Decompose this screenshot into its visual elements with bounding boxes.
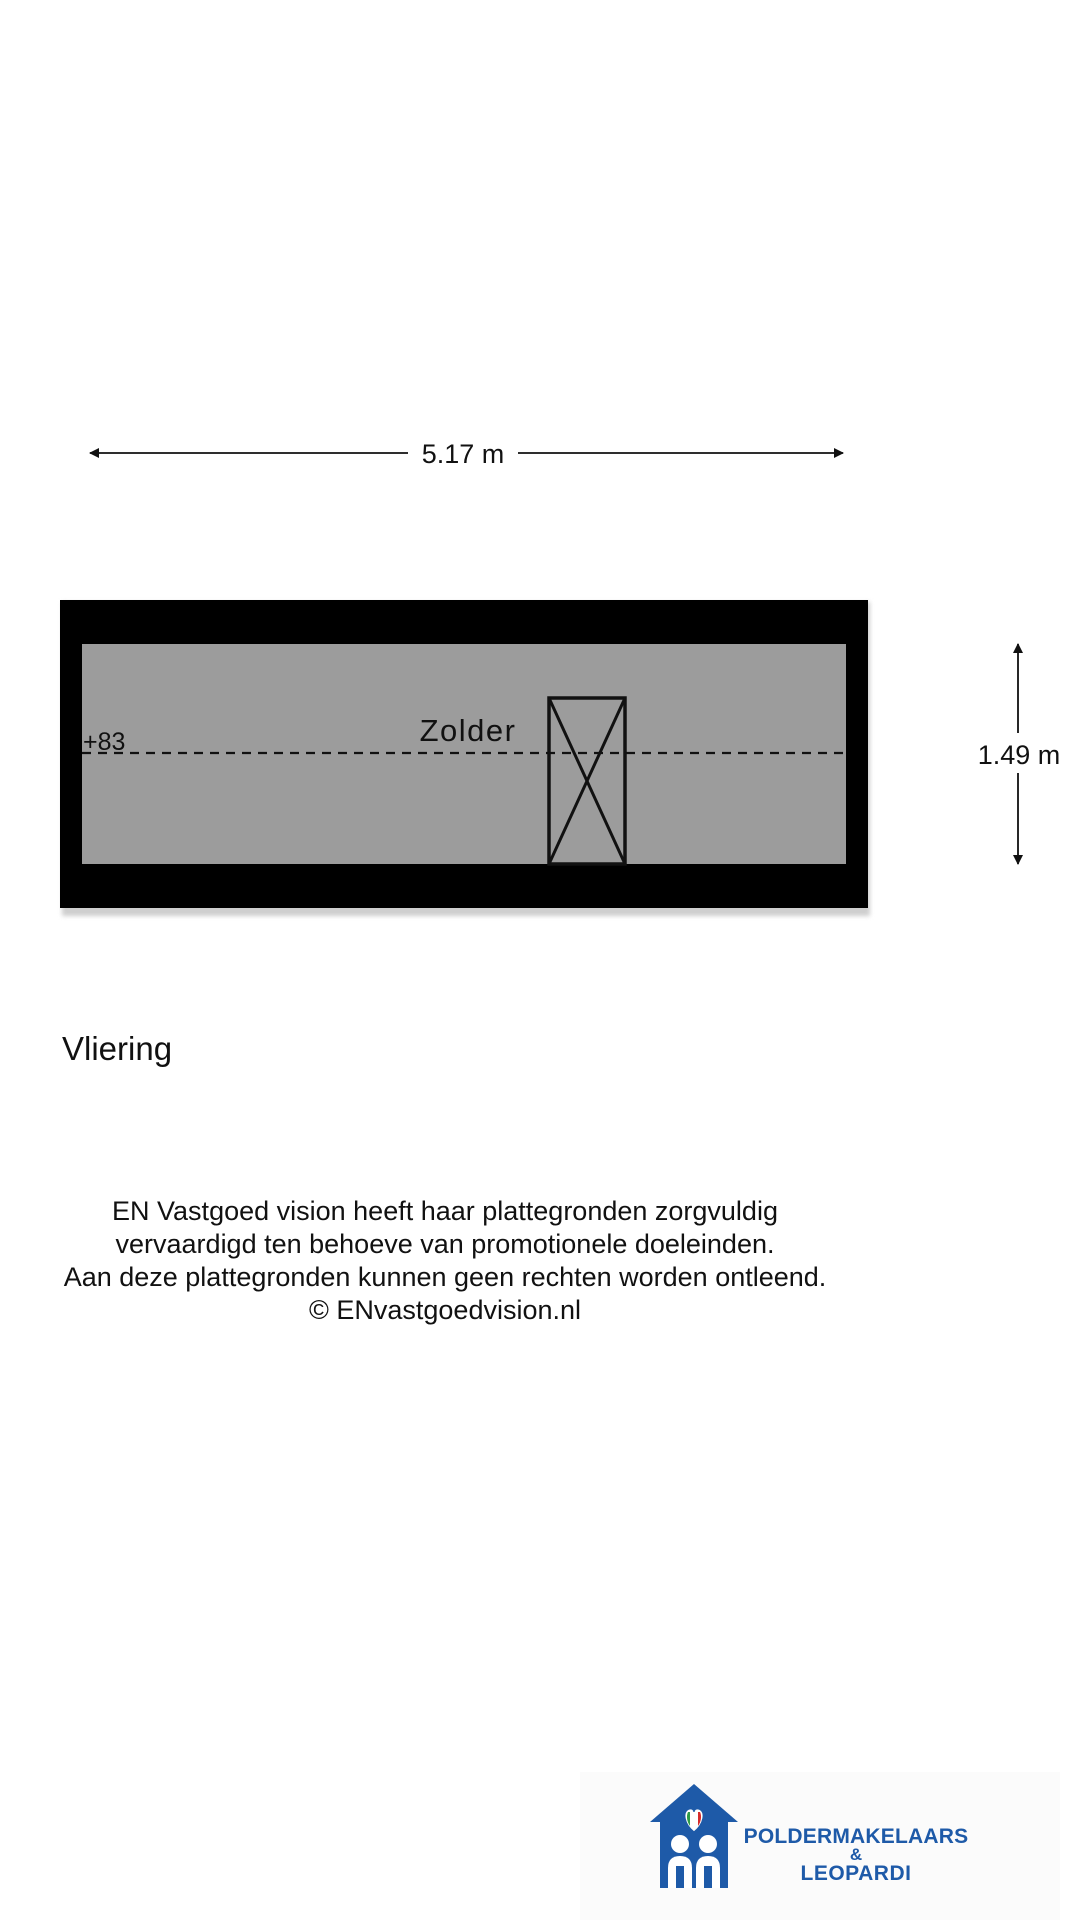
width-dimension-label: 5.17 m (421, 439, 505, 469)
room-label: Zolder (419, 713, 517, 748)
width-dimension (90, 439, 843, 469)
logo-ampersand: & (849, 1845, 863, 1864)
height-dimension-label: 1.49 m (977, 740, 1061, 770)
logo-wordmark (740, 1826, 972, 1884)
disclaimer (0, 1195, 890, 1327)
height-dimension (978, 644, 1061, 864)
house-heart-icon (648, 1782, 740, 1890)
disclaimer-line: EN Vastgoed vision heeft haar plattegronden zorgvuldig (112, 1196, 778, 1226)
logo-name-line2: LEOPARDI (800, 1862, 912, 1885)
logo-name-line1: POLDERMAKELAARS (743, 1825, 969, 1848)
disclaimer-line: vervaardigd ten behoeve van promotionele doeleinden. (115, 1229, 775, 1259)
disclaimer-line: Aan deze plattegronden kunnen geen rechten worden ontleend. (63, 1262, 827, 1292)
floor-title: Vliering (62, 1030, 173, 1067)
level-marker: +83 (83, 728, 126, 756)
agency-logo (580, 1772, 1060, 1920)
copyright-line: © ENvastgoedvision.nl (308, 1295, 582, 1325)
